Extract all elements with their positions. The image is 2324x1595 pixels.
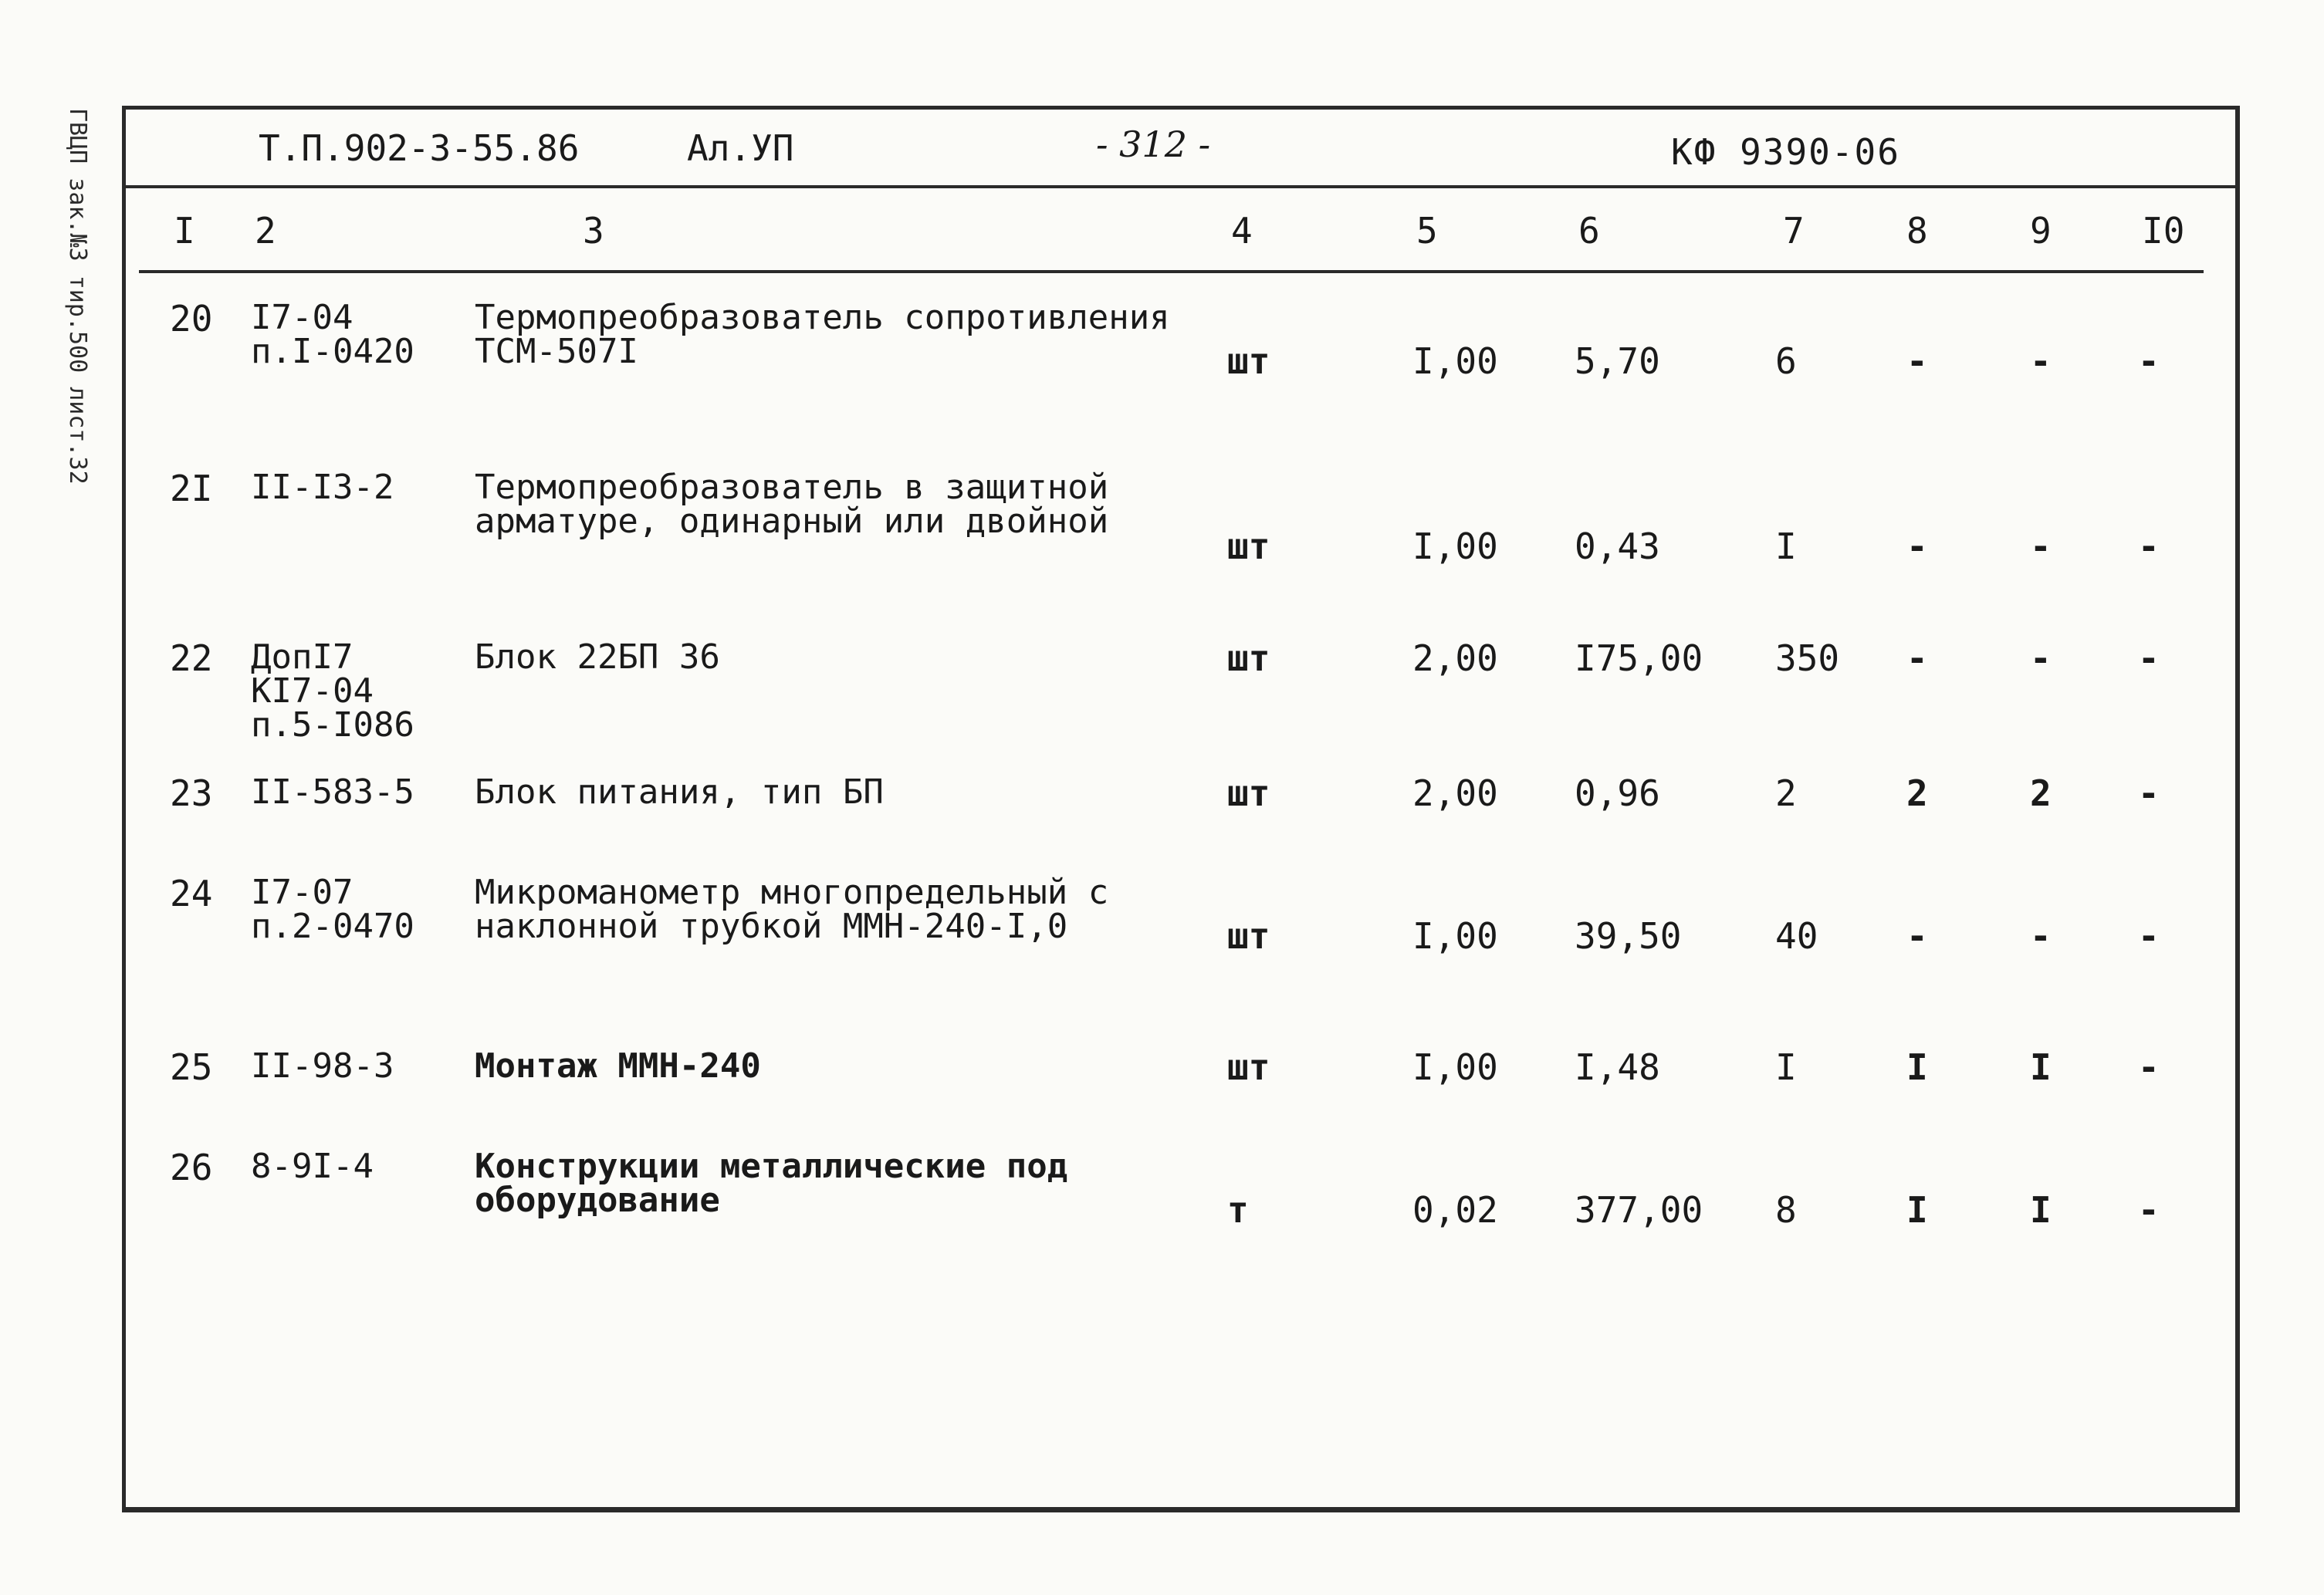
- item-col-10: -: [2138, 1189, 2160, 1231]
- item-unit: шт: [1227, 637, 1270, 679]
- row-number: 24: [170, 873, 213, 914]
- item-unit: шт: [1227, 340, 1270, 382]
- col-num-1: I: [174, 210, 195, 252]
- item-quantity: I,00: [1412, 525, 1498, 567]
- col-num-3: 3: [583, 210, 604, 252]
- page-number: - 312 -: [1096, 123, 1211, 165]
- row-number: 25: [170, 1046, 213, 1088]
- col-num-5: 5: [1416, 210, 1438, 252]
- item-code: ДопI7 КI7-04 п.5-I086: [251, 637, 414, 745]
- item-price: 0,96: [1575, 772, 1660, 814]
- item-price: I75,00: [1575, 637, 1703, 679]
- item-name: Микроманометр многопредельный с наклонной трубкой ММН-240-I,0: [475, 873, 1109, 946]
- item-code: II-98-3: [251, 1046, 394, 1086]
- item-code: I7-04 п.I-0420: [251, 298, 414, 371]
- sheet-code: КФ 9390-06: [1671, 131, 1900, 173]
- item-col-8: I: [1906, 1189, 1928, 1231]
- row-number: 22: [170, 637, 213, 679]
- project-number: Т.П.902-3-55.86: [259, 127, 580, 169]
- item-name: Блок питания, тип БП: [475, 772, 884, 812]
- item-unit: шт: [1227, 1046, 1270, 1088]
- item-col-7: I: [1775, 1046, 1797, 1088]
- margin-stamp-text: ГВЦП зак.№3 тир.500 лист.32: [64, 108, 91, 485]
- row-number: 2I: [170, 468, 213, 509]
- item-col-7: 2: [1775, 772, 1797, 814]
- item-col-9: -: [2030, 340, 2052, 382]
- item-col-9: -: [2030, 525, 2052, 567]
- column-header-divider: [139, 270, 2204, 273]
- item-unit: шт: [1227, 525, 1270, 567]
- row-number: 26: [170, 1147, 213, 1188]
- margin-stamp: [60, 108, 97, 485]
- col-num-6: 6: [1578, 210, 1600, 252]
- item-code: I7-07 п.2-0470: [251, 873, 414, 946]
- item-col-10: -: [2138, 772, 2160, 814]
- item-col-9: -: [2030, 915, 2052, 957]
- item-col-9: -: [2030, 637, 2052, 679]
- col-num-7: 7: [1783, 210, 1805, 252]
- row-number: 23: [170, 772, 213, 814]
- item-col-8: -: [1906, 525, 1928, 567]
- col-num-2: 2: [255, 210, 276, 252]
- item-quantity: 2,00: [1412, 637, 1498, 679]
- item-col-10: -: [2138, 637, 2160, 679]
- col-num-4: 4: [1231, 210, 1253, 252]
- item-quantity: 0,02: [1412, 1189, 1498, 1231]
- item-col-9: 2: [2030, 772, 2052, 814]
- item-col-10: -: [2138, 340, 2160, 382]
- item-col-8: 2: [1906, 772, 1928, 814]
- item-col-8: -: [1906, 340, 1928, 382]
- item-col-7: I: [1775, 525, 1797, 567]
- item-unit: т: [1227, 1189, 1249, 1231]
- item-quantity: I,00: [1412, 915, 1498, 957]
- col-num-9: 9: [2030, 210, 2052, 252]
- item-name: Конструкции металлические под оборудование: [475, 1147, 1068, 1220]
- album-label: Ал.УП: [687, 127, 794, 169]
- item-unit: шт: [1227, 915, 1270, 957]
- row-number: 20: [170, 298, 213, 340]
- item-price: 5,70: [1575, 340, 1660, 382]
- item-col-7: 6: [1775, 340, 1797, 382]
- item-quantity: 2,00: [1412, 772, 1498, 814]
- item-quantity: I,00: [1412, 340, 1498, 382]
- item-col-9: I: [2030, 1046, 2052, 1088]
- item-name: Термопреобразователь в защитной арматуре, одинарный или двойной: [475, 468, 1109, 541]
- item-col-7: 350: [1775, 637, 1840, 679]
- item-name: Термопреобразователь сопротивления ТСМ-507I: [475, 298, 1170, 371]
- header-divider: [125, 185, 2238, 188]
- item-code: II-583-5: [251, 772, 414, 812]
- col-num-10: I0: [2142, 210, 2185, 252]
- item-col-10: -: [2138, 525, 2160, 567]
- item-col-7: 40: [1775, 915, 1818, 957]
- item-col-10: -: [2138, 1046, 2160, 1088]
- item-col-10: -: [2138, 915, 2160, 957]
- item-price: 0,43: [1575, 525, 1660, 567]
- item-col-9: I: [2030, 1189, 2052, 1231]
- item-price: 377,00: [1575, 1189, 1703, 1231]
- col-num-8: 8: [1906, 210, 1928, 252]
- item-unit: шт: [1227, 772, 1270, 814]
- item-price: 39,50: [1575, 915, 1682, 957]
- item-name: Монтаж ММН-240: [475, 1046, 761, 1086]
- item-code: 8-9I-4: [251, 1147, 374, 1186]
- item-quantity: I,00: [1412, 1046, 1498, 1088]
- item-code: II-I3-2: [251, 468, 394, 507]
- item-col-8: -: [1906, 637, 1928, 679]
- item-name: Блок 22БП 36: [475, 637, 720, 677]
- item-price: I,48: [1575, 1046, 1660, 1088]
- item-col-7: 8: [1775, 1189, 1797, 1231]
- item-col-8: I: [1906, 1046, 1928, 1088]
- item-col-8: -: [1906, 915, 1928, 957]
